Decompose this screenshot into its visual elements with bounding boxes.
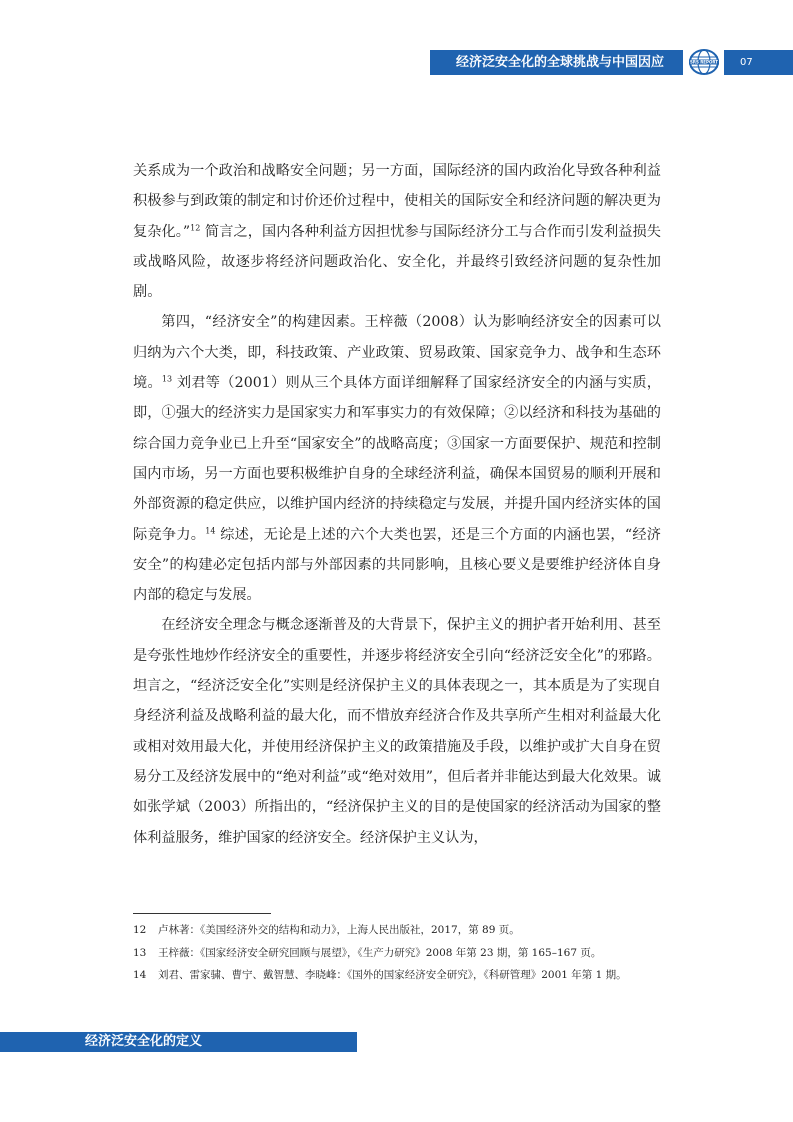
footnote-text: 刘君、雷家骕、曹宁、戴智慧、李晓峰：《国外的国家经济安全研究》，《科研管理》2001 年第 1 期。 bbox=[158, 969, 627, 981]
footnote-text: 卢林著：《美国经济外交的结构和动力》，上海人民出版社，2017，第 89 页。 bbox=[158, 924, 520, 936]
paragraph-1 bbox=[133, 156, 661, 307]
footnote-ref-14: 14 bbox=[205, 525, 216, 535]
footnote-number: 14 bbox=[133, 969, 147, 981]
main-body bbox=[133, 156, 661, 853]
footnote-ref-12: 12 bbox=[190, 222, 201, 232]
footnote-text: 王梓薇：《国家经济安全研究回顾与展望》，《生产力研究》2008 年第 23 期，第 165–167 页。 bbox=[158, 946, 602, 959]
running-header-title: 经济泛安全化的全球挑战与中国因应 bbox=[430, 50, 683, 75]
footnote-item bbox=[133, 942, 693, 965]
footnote-item bbox=[133, 919, 693, 942]
footnote-number: 12 bbox=[133, 924, 147, 936]
paragraph-3: 在经济安全理念与概念逐渐普及的大背景下，保护主义的拥护者开始利用、甚至是夸张性地炒作经济安全的重要性，并逐步将经济安全引向“经济泛安全化”的邪路。坦言之，“经济泛安全化”实则是经济保护主义的具体表现之一，其本质是为了实现自身经济利益及战略利益的最大化，而不惜放弃经济合作及共享所产生相对利益最大化或相对效用最大化，并使用经济保护主义的政策措施及手段，以维护或扩大自身在贸易分工及经济发展中的“绝对利益”或“绝对效用”，但后者并非能达到最大化效果。诚如张学斌（2003）所指出的，“经济保护主义的目的是使国家的经济活动为国家的整体利益服务，维护国家的经济安全。经济保护主义认为， bbox=[133, 617, 661, 846]
footnote-number: 13 bbox=[133, 946, 147, 959]
paragraph-text: 综述，无论是上述的六个大类也罢，还是三个方面的内涵也罢，“经济安全”的构建必定包括内部与外部因素的共同影响，且核心要义是要维护经济体自身内部的稳定与发展。 bbox=[133, 526, 661, 604]
footnote-divider bbox=[133, 913, 271, 914]
globe-logo-icon bbox=[688, 48, 720, 76]
paragraph-text: 第四，“经济安全”的构建因素。王梓薇（2008）认为影响经济安全的因素可以归纳为六个大类，即，科技政策、产业政策、贸易政策、国家竞争力、战争和生态环境。 bbox=[133, 314, 661, 392]
paragraph-text: 简言之，国内各种利益方因担忧参与国际经济分工与合作而引发利益损失或战略风险，故逐步将经济问题政治化、安全化，并最终引致经济问题的复杂性加剧。 bbox=[133, 223, 661, 301]
footnote-item bbox=[133, 964, 693, 987]
section-footer-title: 经济泛安全化的定义 bbox=[0, 1032, 357, 1052]
paragraph-text: 刘君等（2001）则从三个具体方面详细解释了国家经济安全的内涵与实质，即，①强大的经济实力是国家实力和军事实力的有效保障；②以经济和科技为基础的综合国力竞争业已上升至“国家安全”的战略高度；③国家一方面要保护、规范和控制国内市场，另一方面也要积极维护自身的全球经济利益，确保本国贸易的顺利开展和外部资源的稳定供应，以维护国内经济的持续稳定与发展，并提升国内经济实体的国际竞争力。 bbox=[133, 375, 661, 543]
paragraph-text: 关系成为一个政治和战略安全问题；另一方面，国际经济的国内政治化导致各种利益积极参与到政策的制定和讨价还价过程中，使相关的国际安全和经济问题的解决更为复杂化。” bbox=[133, 163, 661, 240]
footnotes bbox=[133, 919, 693, 987]
paragraph-2 bbox=[133, 307, 661, 610]
footnote-ref-13: 13 bbox=[161, 374, 173, 384]
logo-text: SRS REPORT bbox=[689, 59, 719, 65]
page-number: 07 bbox=[724, 50, 793, 75]
